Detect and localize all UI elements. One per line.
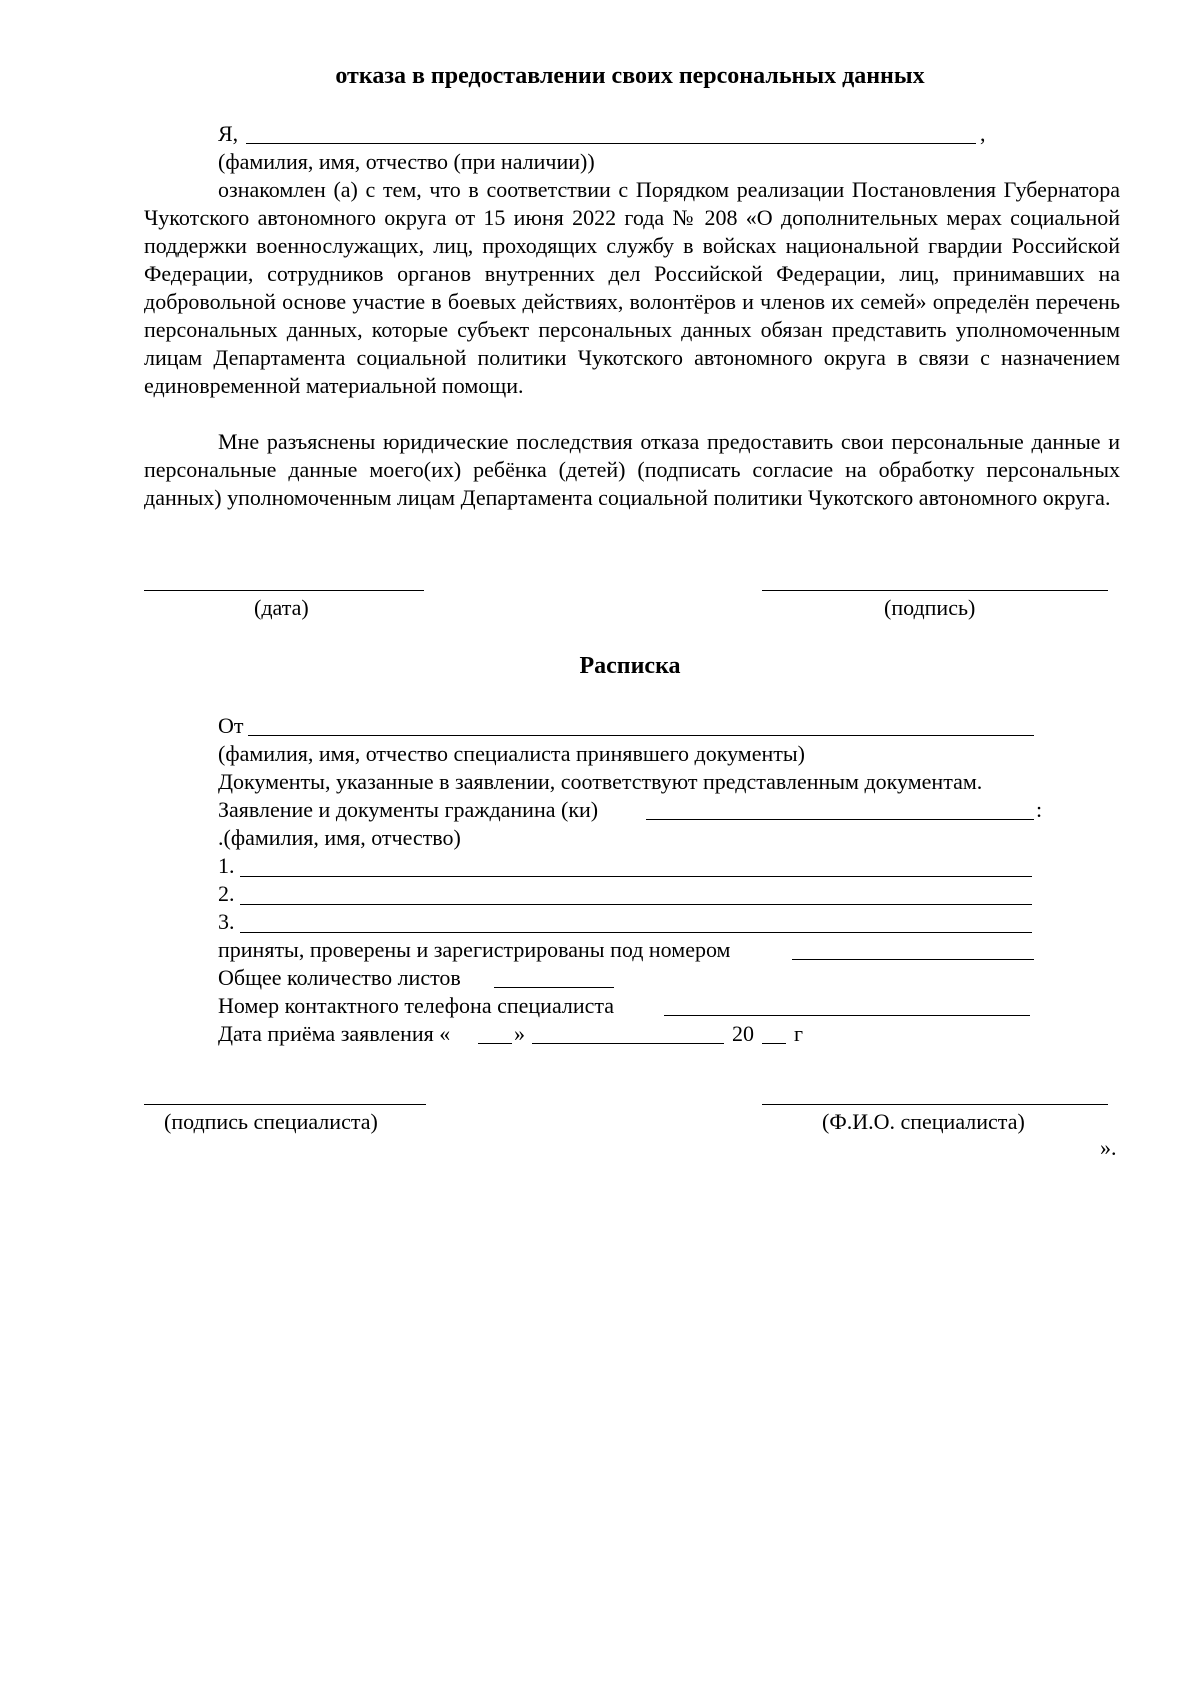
date-line[interactable] xyxy=(144,590,424,591)
specialist-fio-label: (Ф.И.О. специалиста) xyxy=(822,1109,1025,1134)
item-3-number: 3. xyxy=(218,909,235,934)
paragraph-consequences xyxy=(144,428,1120,512)
closing-mark: ». xyxy=(1100,1135,1117,1160)
item-1-number: 1. xyxy=(218,853,235,878)
phone-line[interactable] xyxy=(664,1015,1030,1016)
i-label: Я, xyxy=(218,121,239,146)
receipt-day-line[interactable] xyxy=(478,1043,512,1044)
signature-line[interactable] xyxy=(762,590,1108,591)
receipt-title: Расписка xyxy=(579,653,681,679)
item-3-line[interactable] xyxy=(240,932,1032,933)
citizen-hint: .(фамилия, имя, отчество) xyxy=(218,825,461,850)
paragraph-consequences-text: Мне разъяснены юридические последствия отказа предоставить свои персональные данные и персональные данные моего(их) ребёнка (детей) (подписать согласие на обработку персональных данных) уполномоченным лицам Департамента социальной политики Чукотского автономного округа. xyxy=(144,429,1120,510)
receipt-year-line[interactable] xyxy=(762,1043,786,1044)
paragraph-acknowledgement xyxy=(144,176,1120,400)
citizen-colon: : xyxy=(1036,797,1043,822)
registered-label: приняты, проверены и зарегистрированы под номером xyxy=(218,937,731,962)
date-label: (дата) xyxy=(254,595,309,620)
receipt-year-prefix: 20 xyxy=(732,1021,754,1046)
receipt-date-label: Дата приёма заявления « xyxy=(218,1021,451,1046)
receipt-year-suffix: г xyxy=(794,1021,804,1046)
item-2-number: 2. xyxy=(218,881,235,906)
fio-input-line[interactable] xyxy=(246,143,976,144)
refusal-title: отказа в предоставлении своих персональных данных xyxy=(335,63,925,89)
sheets-count-line[interactable] xyxy=(494,987,614,988)
i-comma: , xyxy=(980,121,986,146)
sheets-label: Общее количество листов xyxy=(218,965,461,990)
from-input-line[interactable] xyxy=(248,735,1034,736)
item-1-line[interactable] xyxy=(240,876,1032,877)
specialist-fio-line[interactable] xyxy=(762,1104,1108,1105)
signature-label: (подпись) xyxy=(884,595,976,620)
phone-label: Номер контактного телефона специалиста xyxy=(218,993,615,1018)
from-label: От xyxy=(218,713,244,738)
specialist-hint: (фамилия, имя, отчество специалиста принявшего документы) xyxy=(218,741,805,766)
receipt-date-quote-close: » xyxy=(514,1021,525,1046)
citizen-label: Заявление и документы гражданина (ки) xyxy=(218,797,599,822)
receipt-month-line[interactable] xyxy=(532,1043,724,1044)
fio-hint: (фамилия, имя, отчество (при наличии)) xyxy=(218,149,595,174)
registration-number-line[interactable] xyxy=(792,959,1034,960)
specialist-signature-line[interactable] xyxy=(144,1104,426,1105)
documents-match-text: Документы, указанные в заявлении, соответствуют представленным документам. xyxy=(218,769,983,794)
item-2-line[interactable] xyxy=(240,904,1032,905)
paragraph-acknowledgement-text: ознакомлен (а) с тем, что в соответствии с Порядком реализации Постановления Губернатора Чукотского автономного округа от 15 июня 2022 года № 208 «О дополнительных мерах социальной поддержки военнослужащих, лиц, проходящих службу в войсках национальной гвардии Российской Федерации, сотрудников органов внутренних дел Российской Федерации, лиц, принимавших на добровольной основе участие в боевых действиях, волонтёров и членов их семей» определён перечень персональных данных, которые субъект персональных данных обязан представить уполномоченным лицам Департамента социальной политики Чукотского автономного округа в связи с назначением единовременной материальной помощи. xyxy=(144,177,1120,398)
citizen-input-line[interactable] xyxy=(646,819,1034,820)
specialist-signature-label: (подпись специалиста) xyxy=(164,1109,378,1134)
